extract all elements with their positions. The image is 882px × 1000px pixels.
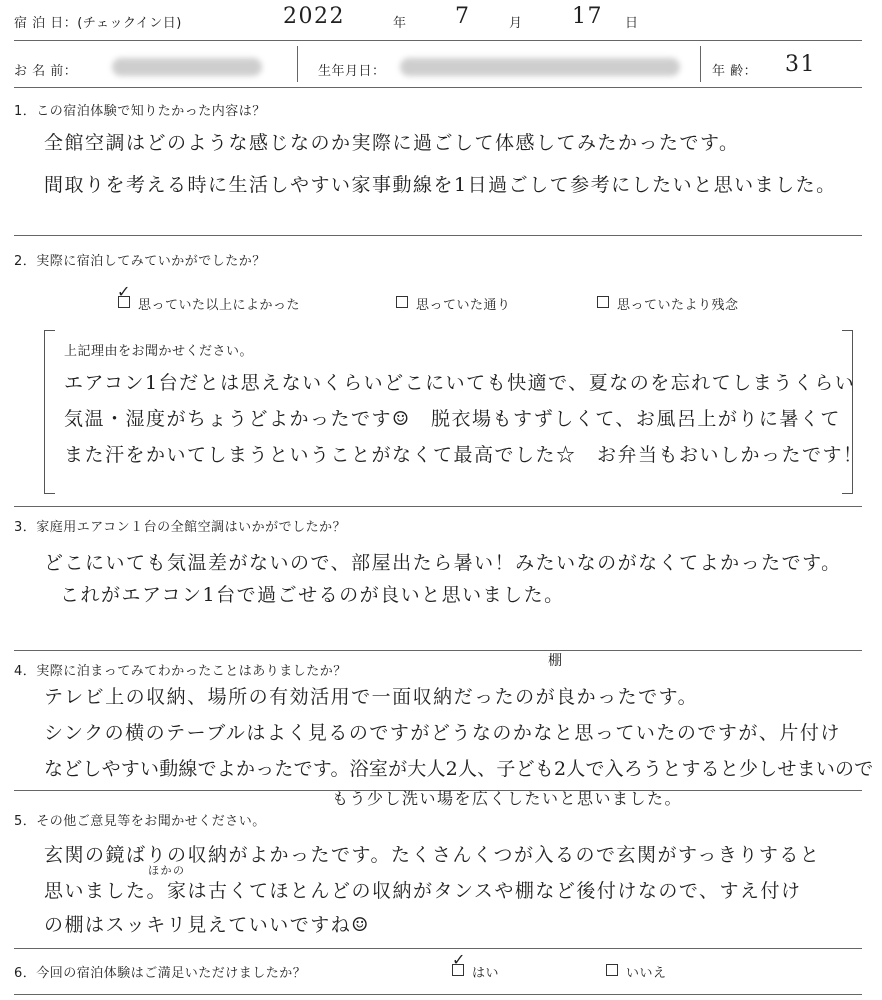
q5-answer-line: 思いました。家は古くてほとんどの収納がタンスや棚など後付けなので、すえ付け xyxy=(44,880,802,902)
q3-answer-line: これがエアコン1台で過ごせるのが良いと思いました。 xyxy=(60,584,565,606)
checkmark-icon: ✓ xyxy=(452,950,466,969)
divider xyxy=(700,46,701,82)
divider xyxy=(14,235,862,236)
divider xyxy=(14,506,862,507)
name-label: お 名 前： xyxy=(14,64,78,79)
year-unit: 年 xyxy=(393,16,407,31)
month-unit: 月 xyxy=(509,16,523,31)
q4-answer-line: などしやすい動線でよかったです。浴室が大人2人、子ども2人で入ろうとすると少しせまいので xyxy=(44,758,874,780)
q6-question: 6．今回の宿泊体験はご満足いただけましたか？ xyxy=(14,966,307,981)
q5-answer-line: の棚はスッキリ見えていいですね☺ xyxy=(44,914,370,936)
q4-question: 4．実際に泊まってみてわかったことはありましたか？ xyxy=(14,664,347,679)
checkmark-icon: ✓ xyxy=(117,282,131,301)
reason-line: また汗をかいてしまうということがなくて最高でした☆ お弁当もおいしかったです！ xyxy=(64,444,864,466)
year-value: 2022 xyxy=(283,4,345,29)
q6-option-label: はい xyxy=(472,966,500,981)
day-unit: 日 xyxy=(625,16,639,31)
reason-label: 上記理由をお聞かせください。 xyxy=(64,344,254,359)
divider xyxy=(14,650,862,651)
divider xyxy=(14,40,862,41)
reason-bracket-right xyxy=(842,330,853,494)
divider xyxy=(14,994,862,995)
reason-line: エアコン1台だとは思えないくらいどこにいても快適で、夏なのを忘れてしまうくらい xyxy=(64,372,856,394)
q1-answer-line: 間取りを考える時に生活しやすい家事動線を1日過ごして参考にしたいと思いました。 xyxy=(44,174,837,196)
q5-question: 5．その他ご意見等をお聞かせください。 xyxy=(14,814,266,829)
q4-insert-note: 棚 xyxy=(548,653,564,669)
q2-option-label: 思っていた以上によかった xyxy=(138,298,301,313)
q3-question: 3．家庭用エアコン１台の全館空調はいかがでしたか？ xyxy=(14,520,347,535)
reason-bracket-left xyxy=(44,330,55,494)
divider xyxy=(14,87,862,88)
q1-answer-line: 全館空調はどのような感じなのか実際に過ごして体感してみたかったです。 xyxy=(44,132,740,154)
month-value: 7 xyxy=(455,4,471,29)
reason-line: 気温・湿度がちょうどよかったです☺ 脱衣場もすずしくて、お風呂上がりに暑くて xyxy=(64,408,841,430)
q3-answer-line: どこにいても気温差がないので、部屋出たら暑い！みたいなのがなくてよかったです。 xyxy=(44,552,842,574)
q5-answer-line: 玄関の鏡ばりの収納がよかったです。たくさんくつが入るので玄関がすっきりすると xyxy=(44,844,821,866)
q2-option-label: 思っていたより残念 xyxy=(617,298,739,313)
q2-option-label: 思っていた通り xyxy=(416,298,511,313)
age-label: 年 齢： xyxy=(712,64,758,79)
q2-question: 2．実際に宿泊してみていかがでしたか？ xyxy=(14,254,266,269)
q6-option-checkbox[interactable] xyxy=(606,964,618,976)
name-redaction xyxy=(112,58,262,76)
birthdate-label: 生年月日： xyxy=(318,64,386,79)
q4-answer-line: テレビ上の収納、場所の有効活用で一面収納だったのが良かったです。 xyxy=(44,686,699,708)
q6-option-label: いいえ xyxy=(626,966,667,981)
q4-answer-line: シンクの横のテーブルはよく見るのですがどうなのかなと思っていたのですが、片付け xyxy=(44,722,841,744)
stay-date-label: 宿 泊 日：(チェックイン日) xyxy=(14,16,182,31)
q2-option-checkbox[interactable] xyxy=(597,296,609,308)
q5-top-note: もう少し洗い場を広くしたいと思いました。 xyxy=(332,789,683,808)
birthdate-redaction xyxy=(400,58,680,76)
day-value: 17 xyxy=(572,4,603,29)
divider xyxy=(297,46,298,82)
age-value: 31 xyxy=(785,52,816,77)
q2-option-checkbox[interactable] xyxy=(396,296,408,308)
q5-insert-note: ほかの xyxy=(148,864,186,877)
q1-question: 1．この宿泊体験で知りたかった内容は？ xyxy=(14,104,266,119)
divider xyxy=(14,948,862,949)
